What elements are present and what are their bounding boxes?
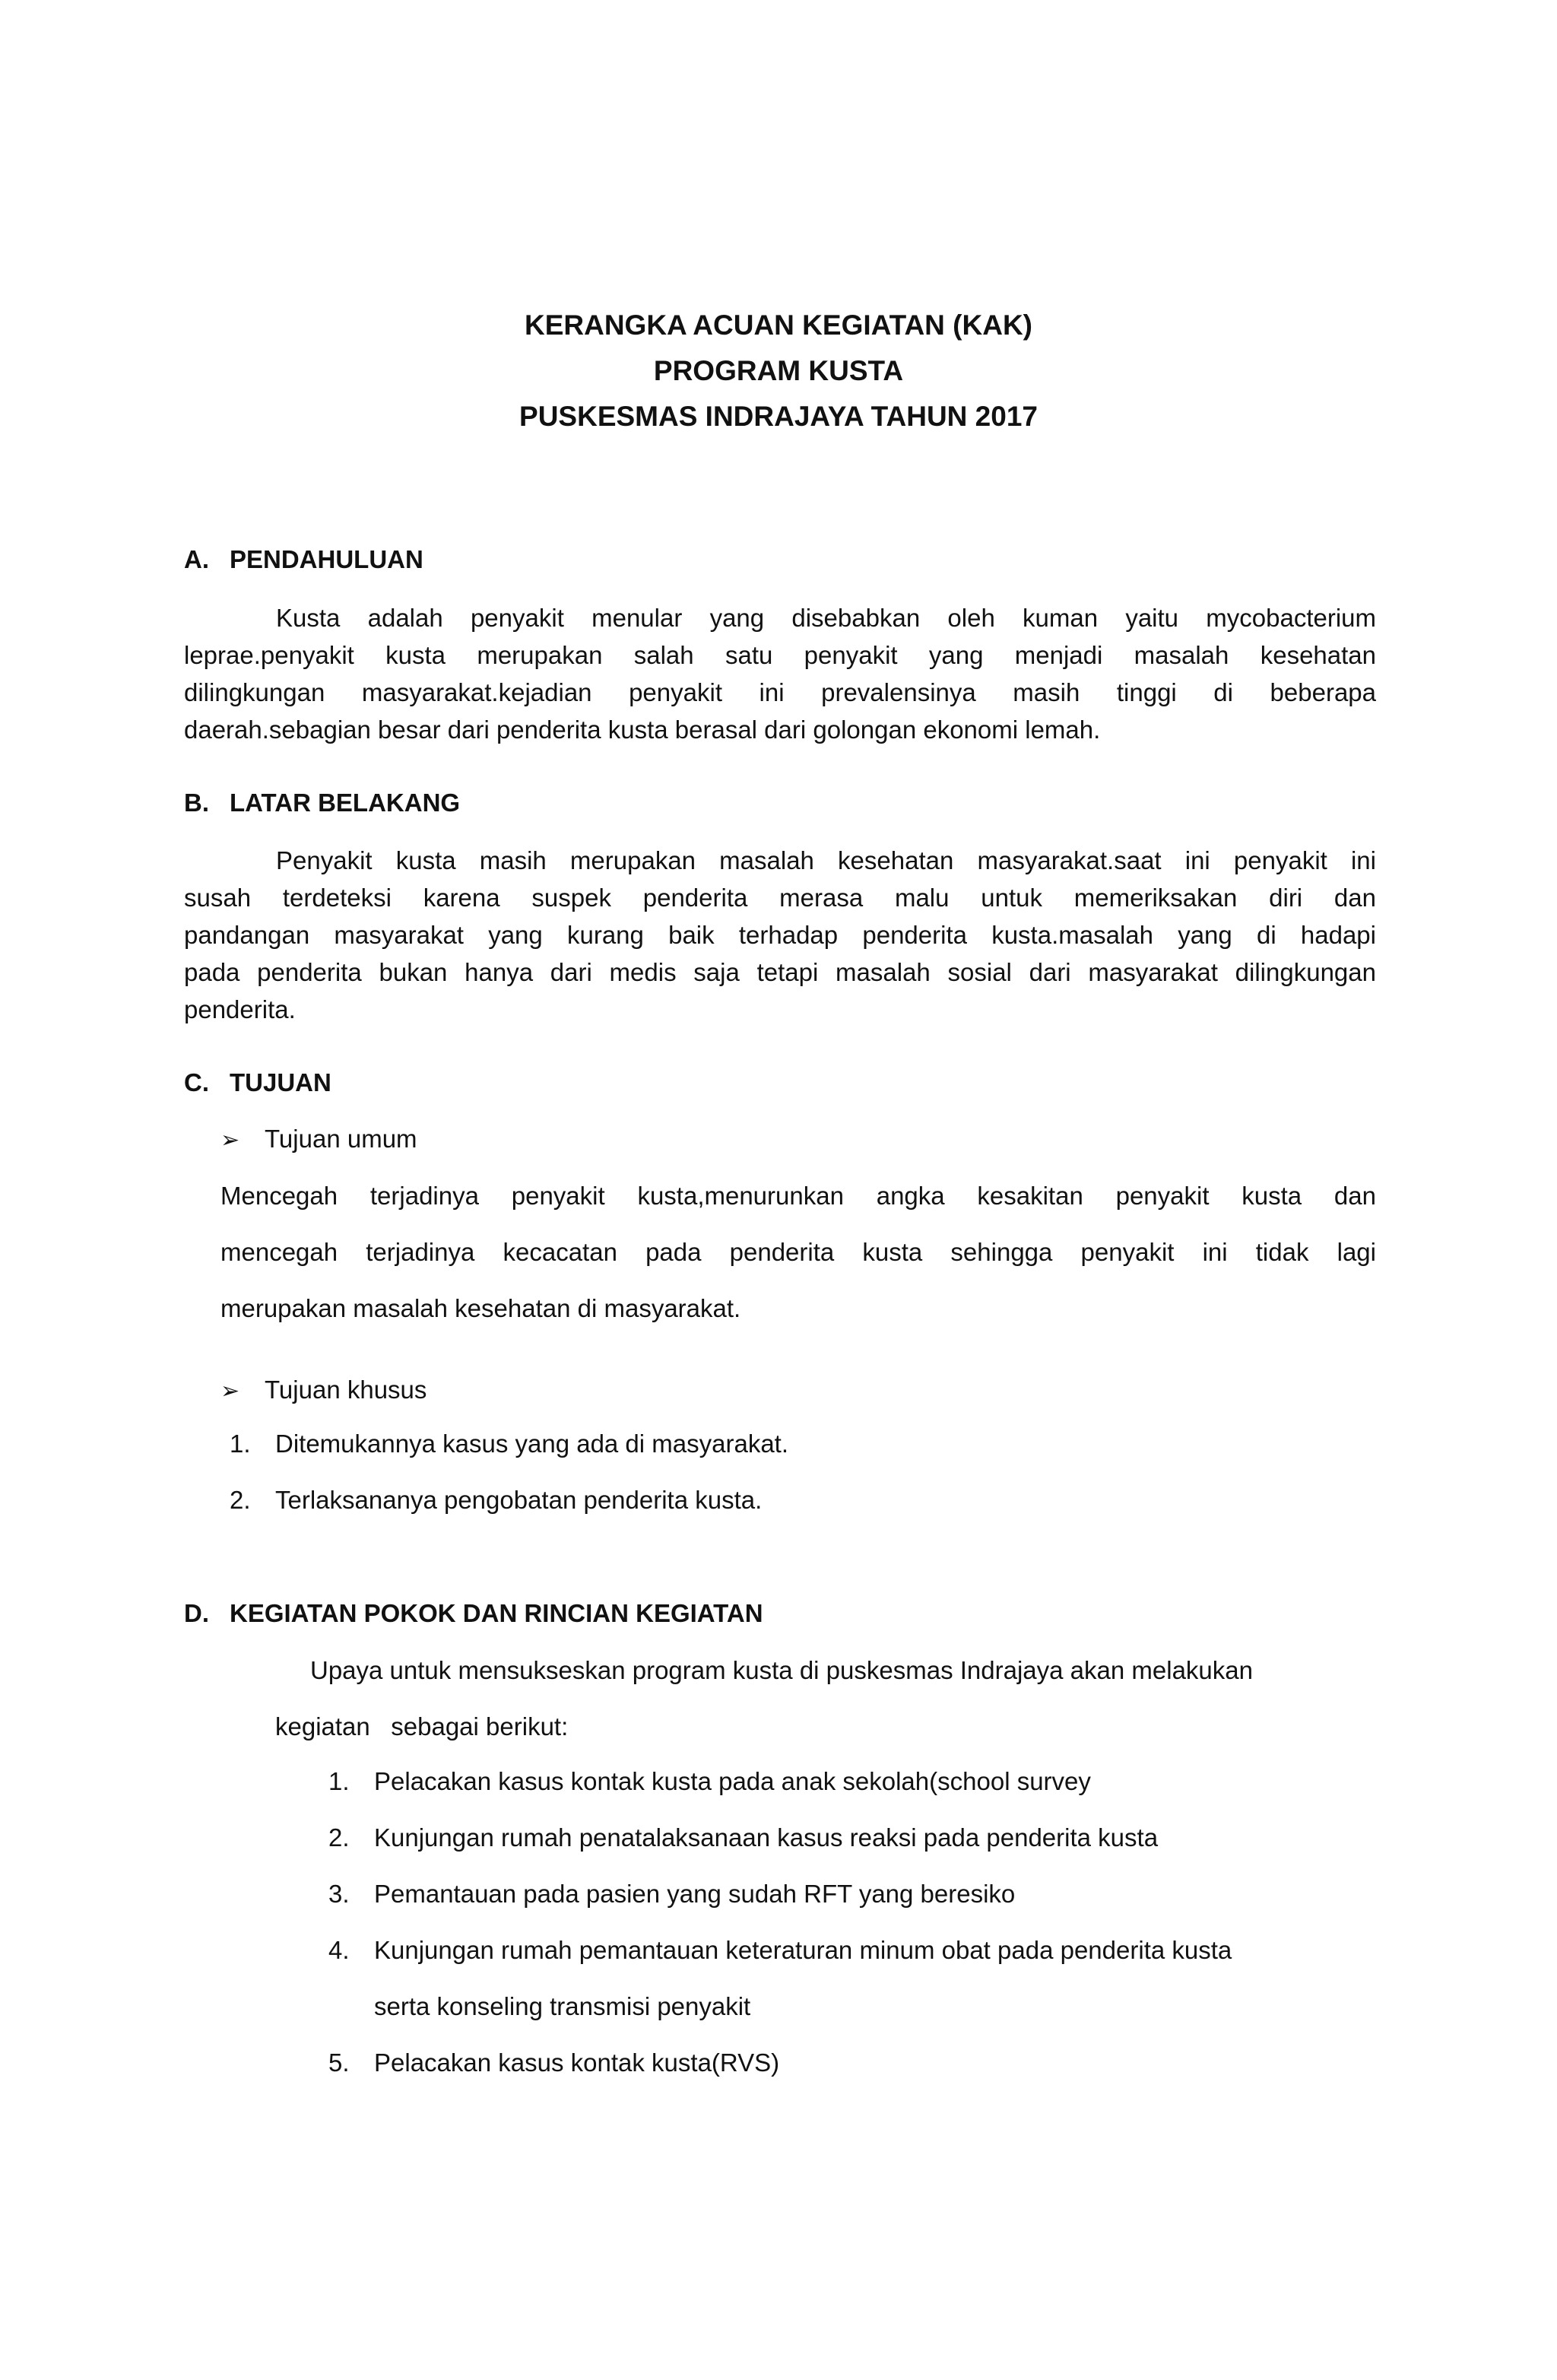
intro-line: kegiatan sebagai berikut:: [275, 1712, 569, 1741]
list-number: 4.: [328, 1936, 350, 1964]
section-a-title: PENDAHULUAN: [230, 545, 423, 573]
paragraph-line: Mencegah terjadinya penyakit kusta,menurunkan angka kesakitan penyakit kusta dan: [220, 1182, 1376, 1210]
specific-objective-list: [230, 1416, 788, 1528]
list-text: Ditemukannya kasus yang ada di masyarakat.: [275, 1430, 789, 1458]
section-c-heading: [184, 1066, 331, 1100]
list-number: 1.: [230, 1430, 251, 1458]
list-number: 2.: [230, 1486, 251, 1514]
list-item-continuation: serta konseling transmisi penyakit: [374, 1992, 751, 2020]
section-d-heading: [184, 1597, 763, 1630]
list-item: [328, 1810, 1232, 1866]
list-number: 5.: [328, 2048, 350, 2077]
section-a-letter: A.: [184, 545, 209, 573]
paragraph-line: daerah.sebagian besar dari penderita kusta berasal dari golongan ekonomi lemah.: [184, 716, 1101, 744]
section-b-paragraph: [184, 842, 1376, 1028]
paragraph-line: pandangan masyarakat yang kurang baik terhadap penderita kusta.masalah yang di hadapi: [184, 921, 1376, 949]
section-d-intro: [275, 1642, 1253, 1755]
section-b-heading: [184, 786, 460, 820]
specific-objective-label: Tujuan khusus: [265, 1376, 427, 1404]
section-a-heading: [184, 543, 423, 576]
specific-objective-bullet: [220, 1373, 427, 1408]
general-objective-label: Tujuan umum: [265, 1125, 417, 1153]
list-item: [328, 1922, 1232, 1979]
section-d-letter: D.: [184, 1599, 209, 1627]
paragraph-line: mencegah terjadinya kecacatan pada penderita kusta sehingga penyakit ini tidak lagi: [220, 1238, 1376, 1266]
list-text: Kunjungan rumah penatalaksanaan kasus reaksi pada penderita kusta: [374, 1823, 1159, 1852]
list-text: Pelacakan kasus kontak kusta(RVS): [374, 2048, 780, 2077]
section-b-title: LATAR BELAKANG: [230, 789, 461, 817]
list-item: [328, 1866, 1232, 1922]
paragraph-line: leprae.penyakit kusta merupakan salah satu penyakit yang menjadi masalah kesehatan: [184, 641, 1376, 669]
general-objective-bullet: [220, 1122, 417, 1157]
paragraph-line: susah terdeteksi karena suspek penderita merasa malu untuk memeriksakan diri dan: [184, 884, 1376, 912]
list-item: [230, 1472, 788, 1528]
intro-line: Upaya untuk mensukseskan program kusta di puskesmas Indrajaya akan melakukan: [310, 1656, 1253, 1684]
list-number: 3.: [328, 1880, 350, 1908]
section-c-letter: C.: [184, 1068, 209, 1096]
title-line-1: KERANGKA ACUAN KEGIATAN (KAK): [524, 309, 1032, 341]
list-text: Terlaksananya pengobatan penderita kusta.: [275, 1486, 763, 1514]
section-b-letter: B.: [184, 789, 209, 817]
paragraph-line: penderita.: [184, 995, 296, 1023]
list-item: [328, 1753, 1232, 1810]
list-item: [328, 2035, 1232, 2091]
activity-list: [328, 1753, 1232, 2091]
paragraph-line: Penyakit kusta masih merupakan masalah kesehatan masyarakat.saat ini penyakit ini: [276, 846, 1376, 874]
section-a-paragraph: [184, 599, 1376, 748]
paragraph-line: Kusta adalah penyakit menular yang disebabkan oleh kuman yaitu mycobacterium: [276, 604, 1376, 632]
list-number: 2.: [328, 1823, 350, 1852]
title-line-2: PROGRAM KUSTA: [653, 355, 904, 386]
title-line-3: PUSKESMAS INDRAJAYA TAHUN 2017: [519, 401, 1038, 432]
list-number: 1.: [328, 1767, 350, 1795]
arrow-bullet-icon: ➢: [220, 1379, 240, 1404]
list-text: Pelacakan kasus kontak kusta pada anak sekolah(school survey: [374, 1767, 1091, 1795]
section-c-title: TUJUAN: [230, 1068, 331, 1096]
list-item: [230, 1416, 788, 1472]
general-objective-paragraph: [220, 1168, 1376, 1337]
list-text: Pemantauan pada pasien yang sudah RFT yang beresiko: [374, 1880, 1016, 1908]
list-text: Kunjungan rumah pemantauan keteraturan minum obat pada penderita kusta: [374, 1936, 1232, 1964]
paragraph-line: dilingkungan masyarakat.kejadian penyakit ini prevalensinya masih tinggi di beberapa: [184, 678, 1376, 706]
arrow-bullet-icon: ➢: [220, 1128, 240, 1153]
paragraph-line: merupakan masalah kesehatan di masyarakat.: [220, 1294, 741, 1322]
section-d-title: KEGIATAN POKOK DAN RINCIAN KEGIATAN: [230, 1599, 763, 1627]
document-title: [0, 303, 1557, 440]
paragraph-line: pada penderita bukan hanya dari medis saja tetapi masalah sosial dari masyarakat dilingkungan: [184, 958, 1376, 986]
